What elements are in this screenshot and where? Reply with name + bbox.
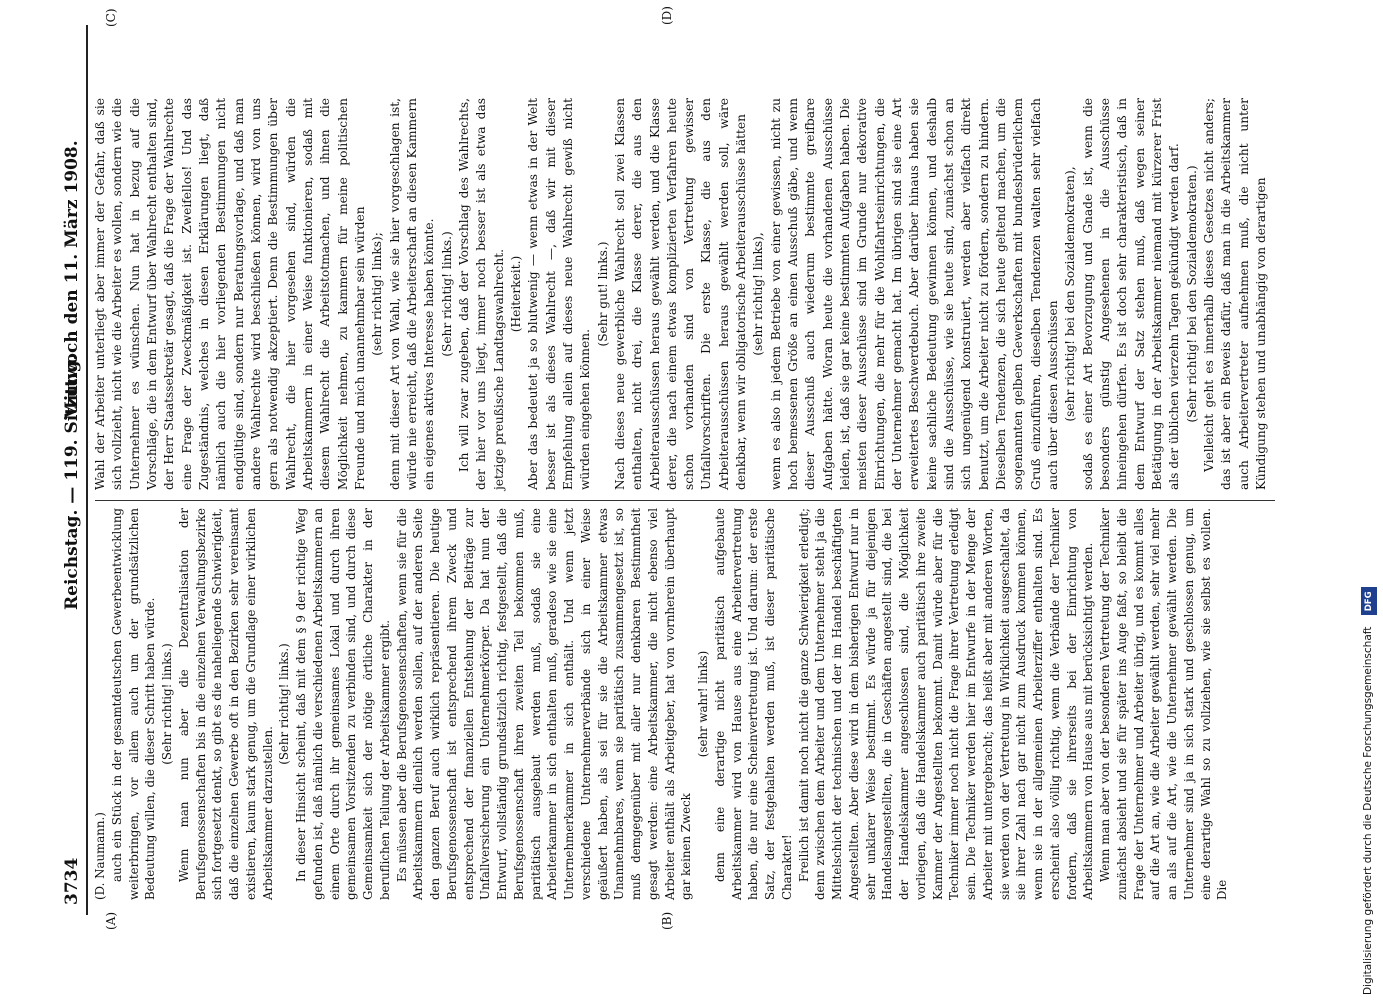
session-date: Mittwoch den 11. März 1908. <box>62 140 82 420</box>
paragraph: In dieser Hinsicht scheint, daß mit dem § 9 der richtige Weg gefunden ist, daß nämlich die verschiedenen Arbeitskammern an einem Orte durch ihr gemeinsames Lokal und durch ihren gemeinsamen Vorsitzenden zu verbinden sind, und durch diese Gemeinsamkeit sich der nötige örtliche Charakter in der beruflichen Teilung der Arbeitskammer ergibt. <box>294 508 392 900</box>
interjection: (Sehr richtig! bei den Sozialdemokraten.) <box>1184 165 1199 423</box>
margin-letter-a: (A) <box>104 911 118 930</box>
column-divider <box>95 500 1275 501</box>
paragraph: wenn es also in jedem Betriebe von einer gewissen, nicht zu hoch bemessenen Größe an einen Ausschuß gäbe, und wenn dieser Ausschuß auch wiederum bestimmte greifbare Aufgaben hätte. Woran heute die vorhandenen Ausschüsse leiden, ist, daß sie gar keine bestimmten Aufgaben haben. Die meisten dieser Ausschüsse sind im Grunde nur dekorative Einrichtungen, die mehr für die Wohlfahrtseinrichtungen, die der Unternehmer gemacht hat. Im übrigen sind sie eine Art erweitertes Beschwerdebuch. Aber darüber hinaus haben sie keine sachliche Bedeutung gewinnen können, und deshalb sind die Ausschüsse, wie sie heute sind, zunächst schon an sich ungenügend konstruiert, werden aber vielfach direkt benutzt, um die Arbeiter nicht zu fördern, sondern zu hindern. Dieselben Tendenzen, die sich heute geltend machen, um die sogenannten gelben Gewerkschaften mit bundesbrüderlichem Gruß einzuführen, dieselben Tendenzen walten sehr vielfach auch über diesen Ausschüssen <box>768 98 1061 490</box>
paragraph: denn mit dieser Art von Wahl, wie sie hier vorgeschlagen ist, würde nie erreicht, daß die Arbeiterschaft an diesen Kammern ein eigenes aktives Interesse haben könnte. <box>387 98 437 490</box>
interjection: (Heiterkeit.) <box>508 255 523 333</box>
paragraph: Wenn man aber von der besonderen Vertretung der Techniker zunächst absieht und sie für später ins Auge faßt, so bleibt die Frage der Unternehmer und Arbeiter übrig, und es kommt alles auf die Art an, wie die Arbeiter gewählt werden, sehr viel mehr an als auf die Art, wie die Unternehmer gewählt werden. Die Unternehmer sind ja in sich stark und geschlossen genug, um eine derartige Wahl so zu vollziehen, wie sie selbst es wollen. Die <box>1098 508 1230 900</box>
interjection: (sehr richtig! links), <box>751 232 766 356</box>
right-column <box>92 98 1270 490</box>
watermark-text: Digitalisierung gefördert durch die Deutsche Forschungsgemeinschaft <box>1362 626 1374 995</box>
digitization-watermark <box>1358 5 1378 995</box>
page-number: 3734 <box>62 857 82 905</box>
margin-letter-b: (B) <box>660 911 674 930</box>
dfg-logo: DFG <box>1361 587 1377 615</box>
page-header <box>60 0 86 1000</box>
interjection: (sehr richtig! links); <box>370 232 385 356</box>
paragraph: Freilich ist damit noch nicht die ganze Schwierigkeit erledigt; denn zwischen dem Arbeiter und dem Unternehmer steht ja die Mittelschicht der technischen und der im Handel beschäftigten Angestellten. Aber diese wird in dem bisherigen Entwurf nur in sehr unklarer Weise bestimmt. Es würde ja für diejenigen Handelsangestellten, die in Geschäften angestellt sind, die bei der Handelskammer angeschlossen sind, die Möglichkeit vorliegen, daß die Handelskammer auch paritätisch ihre zweite Kammer der Angestellten bekommt. Damit würde aber für die Techniker immer noch nicht die Frage ihrer Vertretung erledigt sein. Die Techniker werden hier im Entwurfe in der Menge der Arbeiter mit untergebracht; das heißt aber mit anderen Worten, sie werden von der Vertretung in Wirklichkeit ausgeschaltet, da sie ihrer Zahl nach gar nicht zum Ausdruck kommen können, wenn sie in der allgemeinen Arbeiterziffer enthalten sind. Es erscheint also völlig richtig, wenn die Verbände der Techniker fordern, daß sie ihrerseits bei der Einrichtung von Arbeitskammern von Hause aus mit berücksichtigt werden. <box>796 508 1096 900</box>
paragraph: Vielleicht geht es innerhalb dieses Gesetzes nicht anders; das ist aber ein Beweis dafür, daß man in die Arbeitskammer auch Arbeitervertreter aufnehmen muß, die nicht unter Kündigung stehen und unabhängig von derartigen <box>1202 98 1268 490</box>
paragraph: Wahl der Arbeiter unterliegt aber immer der Gefahr, daß sie sich vollzieht, nicht wie die Arbeiter es wollen, sondern wie die Unternehmer es wünschen. Nun hat in bezug auf die Vorschläge, die in dem Entwurf über Wahlrecht enthalten sind, der Herr Staatssekretär gesagt, daß die Frage der Wahlrechte eine Frage der Zweckmäßigkeit ist. Zweifellos! Und das Zugeständnis, welches in diesen Erklärungen liegt, daß nämlich auch die hier vorliegenden Bestimmungen nicht endgültige sind, sondern nur Beratungsvorlage, und daß man andere Wahlrechte wird beschließen können, wird von uns gern als notwendig akzeptiert. Denn die Bestimmungen über Wahlrecht, die hier vorgesehen sind, würden die Arbeitskammern in einer Weise funktionieren, sodaß mit diesem Wahlrecht die Arbeitstotmachen, und ihnen die Möglichkeit nehmen, zu kammern für meine politischen Freunde und mich unannehmbar sein würden <box>93 98 367 490</box>
paragraph: auch ein Stück in der gesamtdeutschen Gewerbeentwicklung weiterbringen, vor allem auch um der grundsätzlichen Bedeutung willen, die dieser Schritt haben würde. <box>109 508 158 900</box>
speaker-note: (D. Naumann.) <box>93 812 107 900</box>
interjection: (sehr richtig! bei den Sozialdemokraten), <box>1063 166 1078 422</box>
left-column <box>92 508 1231 900</box>
paragraph: Wenn man nun aber die Dezentralisation der Berufsgenossenschaften bis in die einzelnen Verwaltungsbezirke sich fortgesetzt denkt, so gibt es die naheliegende Schwierigkeit, daß die einzelnen Gewerbe oft in den Bezirken sehr vereinsamt existieren, kaum stark genug, um die Grundlage einer wirklichen Arbeitskammer darzustellen. <box>176 508 275 900</box>
paragraph: Ich will zwar zugeben, daß der Vorschlag des Wahlrechts, der hier vor uns liegt, immer noch besser ist als etwa das jetzige preußische Landtagswahlrecht. <box>456 98 506 490</box>
interjection: (Sehr gut! links.) <box>595 241 610 347</box>
margin-letter-c: (C) <box>104 8 118 27</box>
header-rule <box>86 25 88 915</box>
session-title: Reichstag. — 119. Sitzung. <box>62 354 82 610</box>
interjection: (Sehr richtig! links.) <box>439 231 454 357</box>
paragraph: Aber das bedeutet ja so blutwenig — wenn etwas in der Welt besser ist als dieses Wahlrecht —, daß wir mit dieser Empfehlung allein auf dieses neue Wahlrecht gewiß nicht würden eingehen können. <box>526 98 593 490</box>
paragraph: Es müssen aber die Berufsgenossenschaften, wenn sie für die Arbeitskammern dienlich werden sollen, auf der anderen Seite den ganzen Beruf auch wirklich repräsentieren. Die heutige Berufsgenossenschaft ist entsprechend ihrem Zweck und entsprechend der finanziellen Entstehung der Beiträge zur Unfallversicherung ein Unternehmerkörper. Da hat nun der Entwurf, vollständig grundsätzlich richtig, festgestellt, daß die Berufsgenossenschaft ihren zweiten Teil bekommen muß, paritätisch ausgebaut werden muß, sodaß sie eine Arbeiterkammer in sich enthalten muß, geradeso wie sie eine Unternehmerkammer in sich enthält. Und wenn jetzt verschiedene Unternehmerverbände sich in einer Weise geäußert haben, als sei für sie die Arbeitskammer etwas Unannehmbares, wenn sie paritätisch zusammengesetzt ist, so muß demgegenüber mit aller nur denkbaren Bestimmtheit gesagt werden: eine Arbeitskammer, die nicht ebenso viel Arbeiter enthält als Arbeitgeber, hat von vornherein überhaupt gar keinen Zweck <box>394 508 694 900</box>
paragraph: Nach dieses neue gewerbliche Wahlrecht soll zwei Klassen enthalten, nicht drei, die Klasse derer, die aus den Arbeiterausschüssen heraus gewählt werden, und die Klasse derer, die nach einem etwas komplizierten Verfahren heute schon vorhanden sind von Vertretung gewisser Unfallvorschriften. Die erste Klasse, die aus den Arbeiterausschüssen heraus gewählt werden soll, wäre denkbar, wenn wir obligatorische Arbeiterausschüsse hätten <box>612 98 749 490</box>
interjection: (sehr wahr! links) <box>696 650 710 758</box>
paragraph: denn eine derartige nicht paritätisch aufgebaute Arbeitskammer wird von Hause aus eine Arbeitervertretung haben, die nur eine Scheinvertretung ist. Und darum: der erste Satz, der festgehalten werden muß, ist dieser paritätische Charakter! <box>712 508 794 900</box>
paragraph: sodaß es einer Art Bevorzugung und Gnade ist, wenn die besonders günstig Angesehenen in die Ausschüsse hineingehen dürfen. Es ist doch sehr charakteristisch, daß in dem Entwurf der Satz stehen muß, daß wegen seiner Betätigung in der Arbeitskammer niemand mit kürzerer Frist als der üblichen vierzehn Tagen gekündigt werden darf. <box>1080 98 1182 490</box>
margin-letter-d: (D) <box>660 6 674 25</box>
interjection: (Sehr richtig! links.) <box>277 643 292 765</box>
interjection: (Sehr richtig! links.) <box>160 643 174 765</box>
